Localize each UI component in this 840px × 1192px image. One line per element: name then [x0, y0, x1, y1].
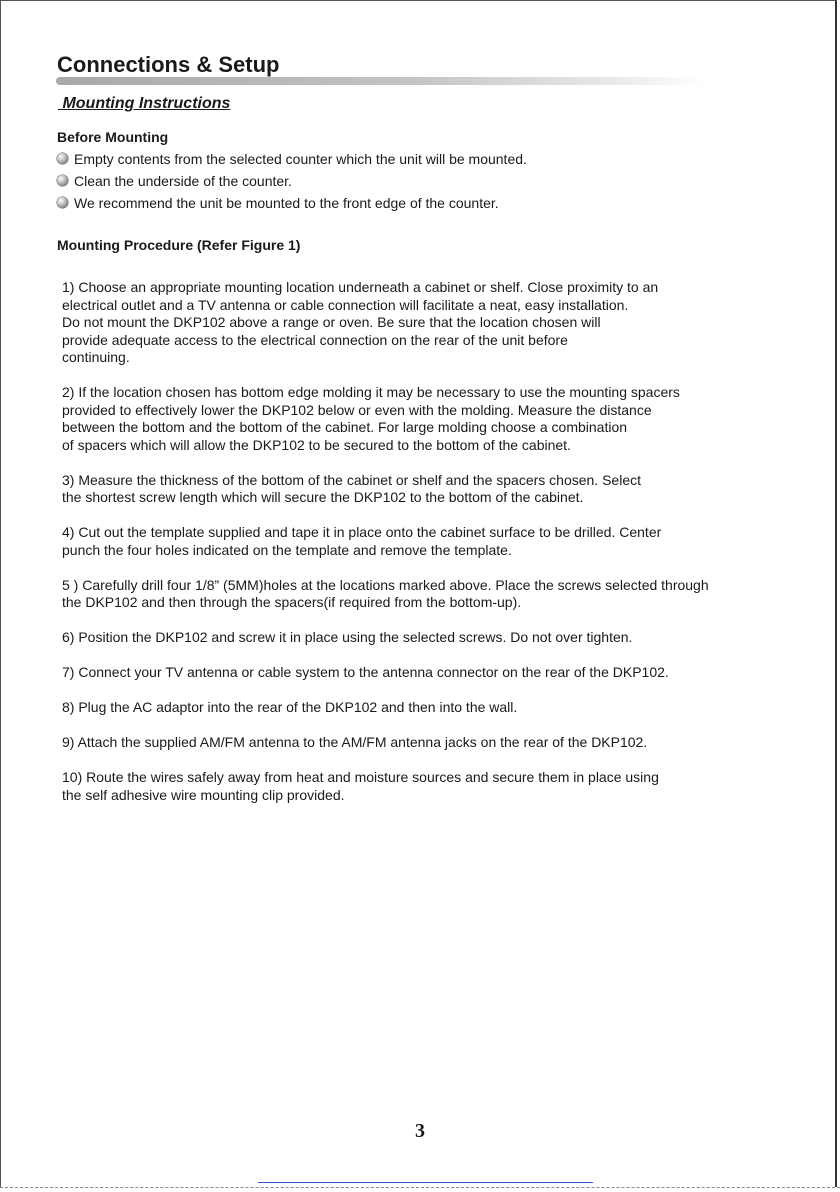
procedure-step-7: 7) Connect your TV antenna or cable system to the antenna connector on the rear of the DKP102.: [62, 664, 669, 680]
section-subtitle: Mounting Instructions: [58, 95, 231, 112]
page-number: 3: [415, 1120, 425, 1142]
procedure-step-9: 9) Attach the supplied AM/FM antenna to the AM/FM antenna jacks on the rear of the DKP102.: [62, 734, 648, 750]
procedure-step-10: 10) Route the wires safely away from heat and moisture sources and secure them in place using the self adhesive wire mounting clip provided.: [62, 769, 659, 803]
list-item: [57, 172, 527, 194]
procedure-step-3: 3) Measure the thickness of the bottom of the cabinet or shelf and the spacers chosen. Select the shortest screw length which will secure the DKP102 to the bottom of the cabinet.: [62, 471, 641, 505]
page-title: Connections & Setup: [57, 52, 280, 77]
title-underline-bar: [56, 77, 706, 85]
procedure-step-1: 1) Choose an appropriate mounting location underneath a cabinet or shelf. Close proximity to an electrical outlet and a TV antenna or cable connection will facilitate a neat, easy installation. Do not mount the DKP102 above a range or oven. Be sure that the location chosen will provide adequate access to the electrical connection on the rear of the unit before continuing.: [62, 279, 659, 365]
bottom-rule: [0, 1187, 840, 1188]
list-item: [57, 194, 527, 216]
bullet-dot-icon: [57, 197, 68, 208]
title-block: [56, 52, 706, 86]
list-item-text: Empty contents from the selected counter which the unit will be mounted.: [74, 151, 527, 167]
procedure-steps: [62, 279, 822, 804]
procedure-step-2: 2) If the location chosen has bottom edge molding it may be necessary to use the mounting spacers provided to effectively lower the DKP102 below or even with the molding. Measure the distance between the bottom and the bottom of the cabinet. For large molding choose a combination of spacers which will allow the DKP102 to be secured to the bottom of the cabinet.: [62, 384, 680, 453]
procedure-step-5: 5 ) Carefully drill four 1/8” (5MM)holes at the locations marked above. Place the screws selected through the DKP102 and then through the spacers(if required from the bottom-up).: [62, 576, 709, 610]
bullet-dot-icon: [57, 153, 68, 164]
mounting-procedure-heading: Mounting Procedure (Refer Figure 1): [57, 237, 301, 253]
bullet-dot-icon: [57, 175, 68, 186]
procedure-step-8: 8) Plug the AC adaptor into the rear of the DKP102 and then into the wall.: [62, 699, 518, 715]
list-item-text: We recommend the unit be mounted to the front edge of the counter.: [74, 195, 499, 211]
before-mounting-list: [57, 150, 527, 216]
list-item: [57, 150, 527, 172]
before-mounting-heading: Before Mounting: [57, 129, 169, 145]
list-item-text: Clean the underside of the counter.: [74, 173, 292, 189]
footer-link-line: [258, 1182, 593, 1183]
procedure-step-6: 6) Position the DKP102 and screw it in place using the selected screws. Do not over tighten.: [62, 629, 633, 645]
procedure-step-4: 4) Cut out the template supplied and tape it in place onto the cabinet surface to be drilled. Center punch the four holes indicated on the template and remove the template.: [62, 524, 662, 558]
